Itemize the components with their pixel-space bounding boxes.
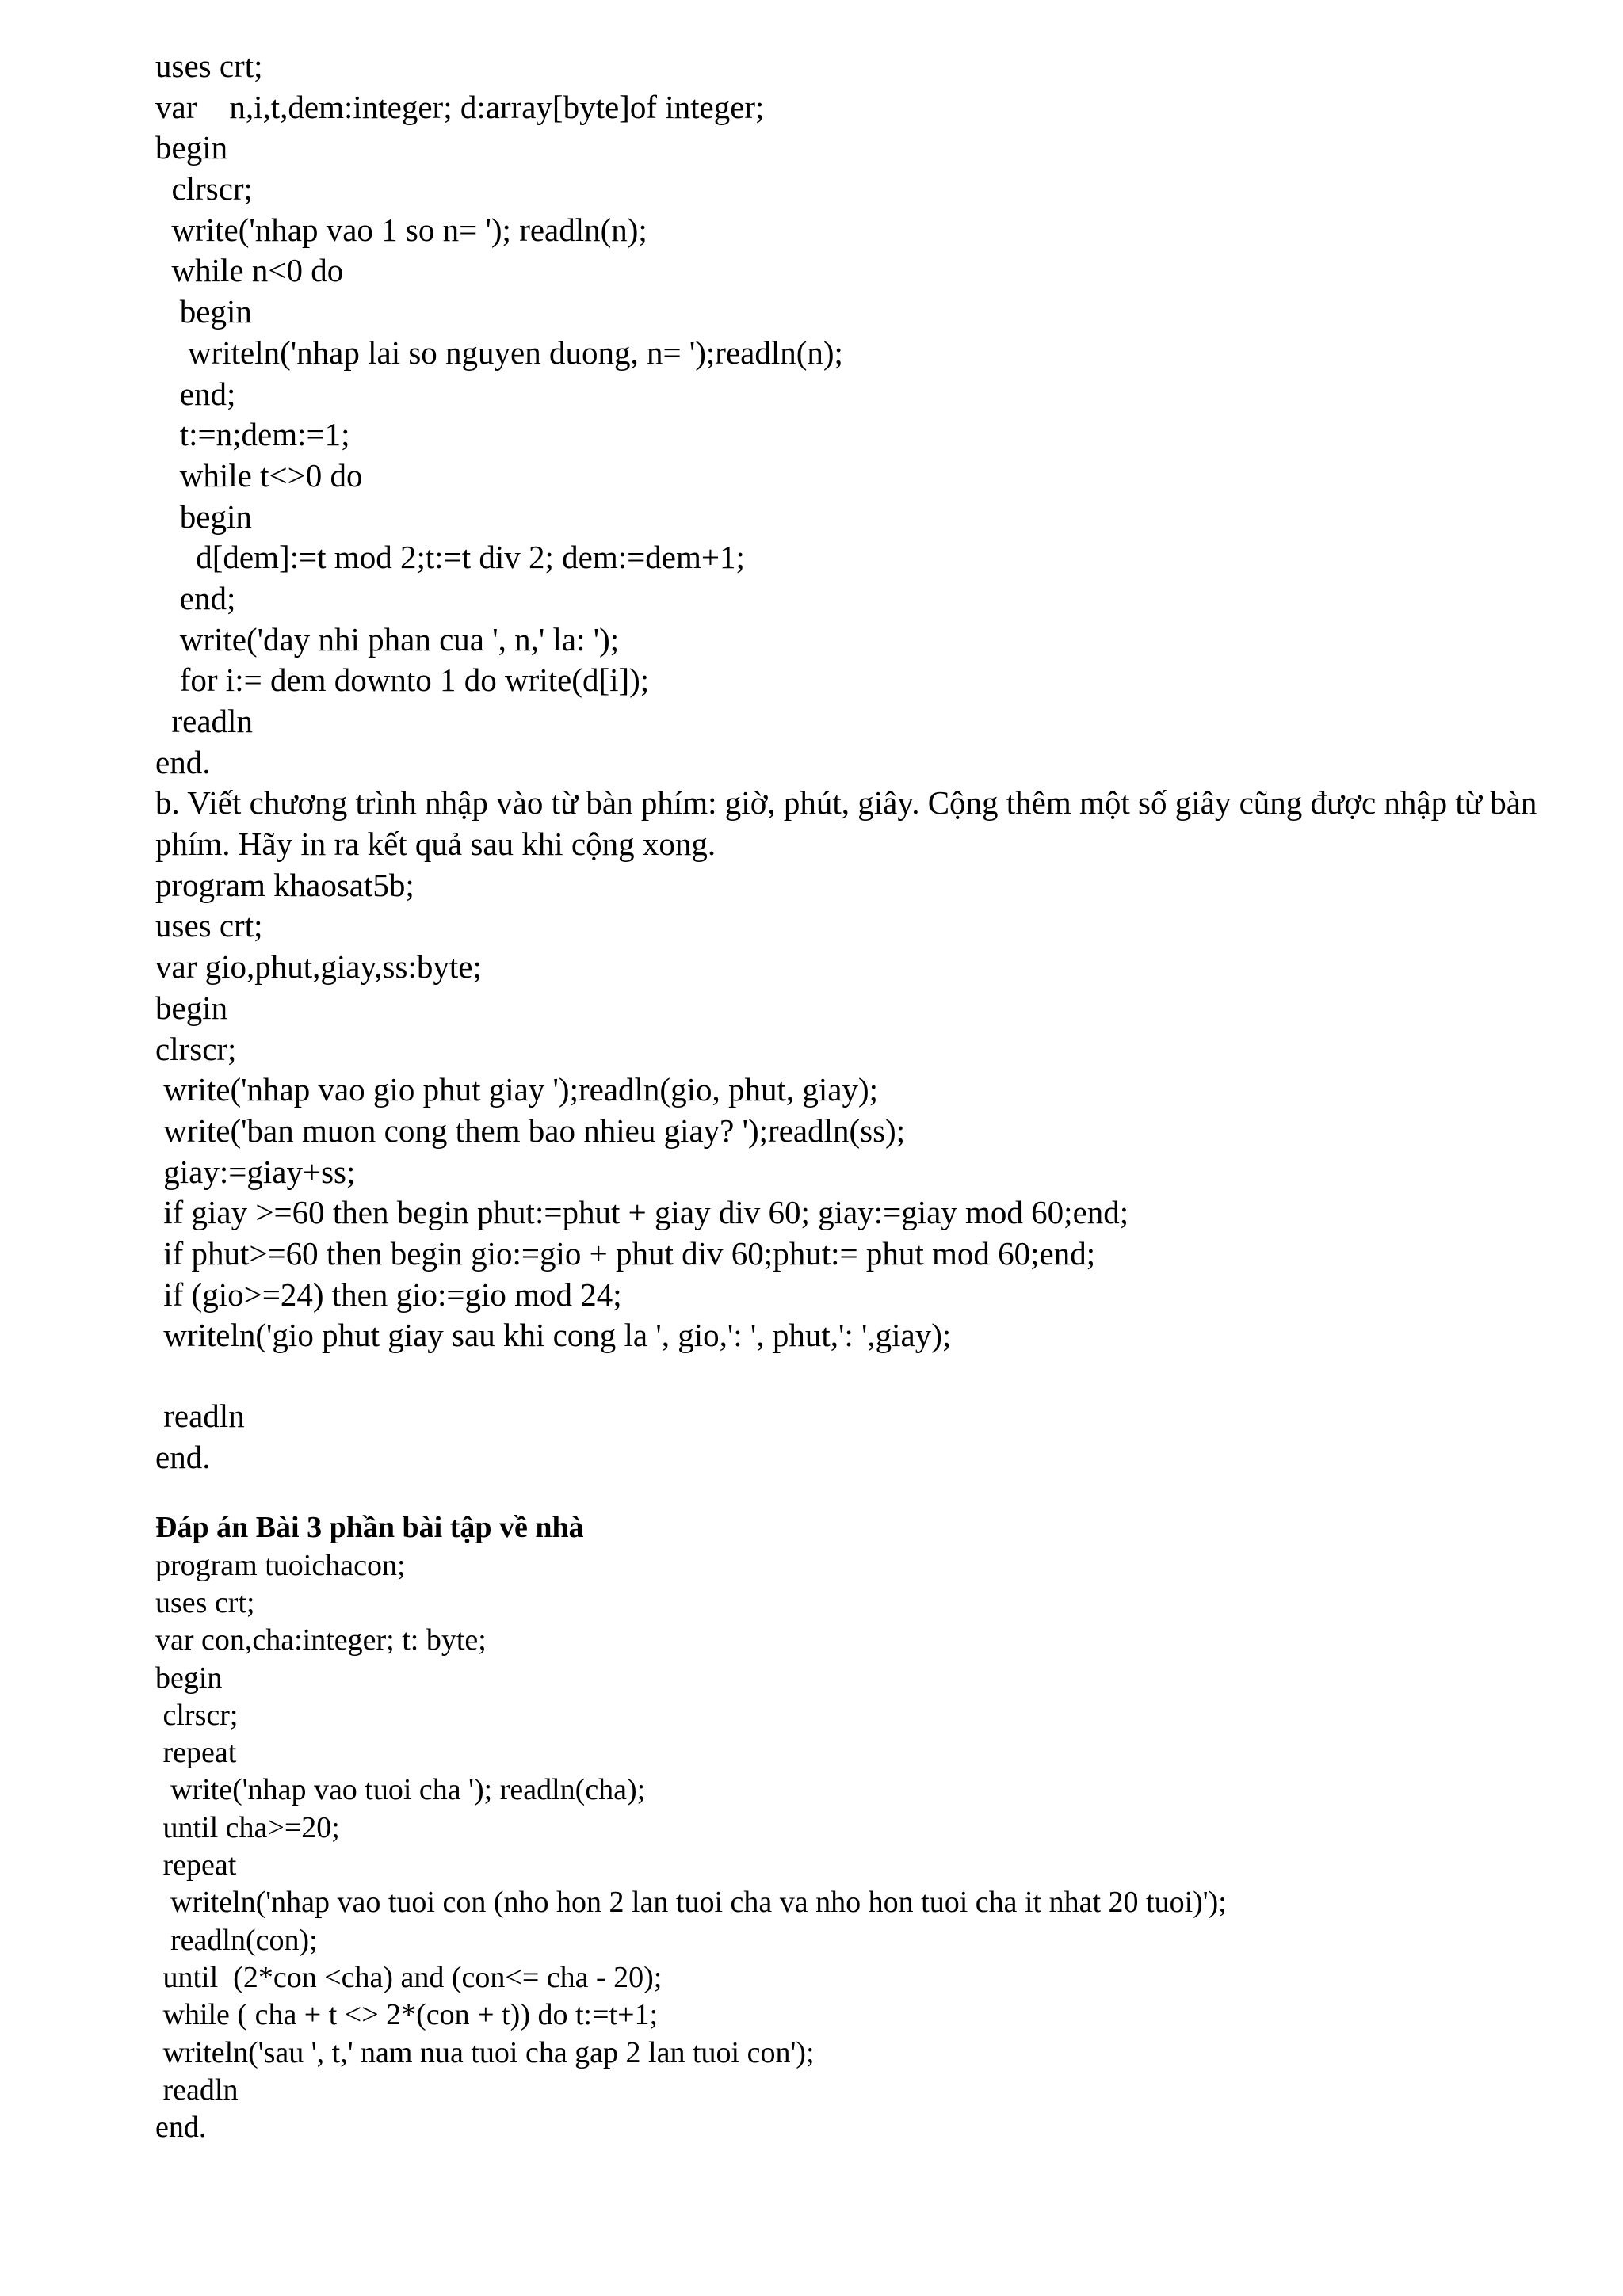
blank-line xyxy=(155,1356,1582,1396)
code-line: readln xyxy=(155,703,253,739)
code-line: readln xyxy=(155,1398,245,1435)
task-description: b. Viết chương trình nhập vào từ bàn phím: giờ, phút, giây. Cộng thêm một số giây cũng được nhập từ bàn phím. Hãy in ra kết quả sau khi cộng xong. xyxy=(155,784,1537,863)
code-line: writeln('nhap vao tuoi con (nho hon 2 lan tuoi cha va nho hon tuoi cha it nhat 20 tuoi)'); xyxy=(155,1886,1227,1920)
code-line: write('nhap vao tuoi cha '); readln(cha); xyxy=(155,1773,646,1807)
code-line: write('nhap vao 1 so n= '); readln(n); xyxy=(155,211,647,248)
code-line: program khaosat5b; xyxy=(155,866,414,903)
code-line: end; xyxy=(155,579,236,616)
code-line: if phut>=60 then begin gio:=gio + phut div 60;phut:= phut mod 60;end; xyxy=(155,1234,1096,1272)
code-line: while ( cha + t <> 2*(con + t)) do t:=t+1; xyxy=(155,1998,659,2032)
code-line: repeat xyxy=(155,1848,237,1882)
section-heading: Đáp án Bài 3 phần bài tập về nhà xyxy=(155,1511,584,1545)
code-line: write('ban muon cong them bao nhieu giay? ');readln(ss); xyxy=(155,1112,906,1149)
code-line: program tuoichacon; xyxy=(155,1548,406,1582)
code-line: while t<>0 do xyxy=(155,456,363,494)
code-line: var n,i,t,dem:integer; d:array[byte]of integer; xyxy=(155,88,765,125)
code-line: clrscr; xyxy=(155,170,253,208)
code-line: readln xyxy=(155,2073,239,2107)
code-line: clrscr; xyxy=(155,1030,237,1067)
code-line: t:=n;dem:=1; xyxy=(155,416,350,453)
code-line: begin xyxy=(155,1661,223,1695)
code-line: for i:= dem downto 1 do write(d[i]); xyxy=(155,662,650,699)
code-line: if giay >=60 then begin phut:=phut + giay div 60; giay:=giay mod 60;end; xyxy=(155,1194,1129,1231)
code-line: writeln('sau ', t,' nam nua tuoi cha gap 2 lan tuoi con'); xyxy=(155,2035,815,2069)
code-line: end. xyxy=(155,1438,211,1475)
time-addition-program xyxy=(155,783,1582,1478)
code-line: end. xyxy=(155,743,211,780)
code-line: begin xyxy=(155,129,228,166)
code-line: readln(con); xyxy=(155,1923,318,1957)
code-line: uses crt; xyxy=(155,1586,255,1619)
binary-conversion-program xyxy=(155,46,1582,783)
code-line: write('day nhi phan cua ', n,' la: '); xyxy=(155,620,620,658)
code-line: if (gio>=24) then gio:=gio mod 24; xyxy=(155,1276,622,1313)
code-line: while n<0 do xyxy=(155,252,344,289)
code-line: begin xyxy=(155,498,252,535)
father-son-age-program xyxy=(155,1509,1582,2146)
code-line: end; xyxy=(155,375,236,412)
code-line: writeln('gio phut giay sau khi cong la ', gio,': ', phut,': ',giay); xyxy=(155,1317,952,1354)
code-line: end. xyxy=(155,2111,207,2145)
code-line: until (2*con <cha) and (con<= cha - 20); xyxy=(155,1960,663,1994)
code-line: writeln('nhap lai so nguyen duong, n= ');readln(n); xyxy=(155,334,843,371)
code-line: clrscr; xyxy=(155,1698,239,1732)
code-line: write('nhap vao gio phut giay ');readln(gio, phut, giay); xyxy=(155,1071,878,1108)
code-line: uses crt; xyxy=(155,907,263,944)
code-line: uses crt; xyxy=(155,48,263,84)
code-line: var con,cha:integer; t: byte; xyxy=(155,1623,487,1657)
section-spacer xyxy=(155,1478,1582,1509)
code-line: begin xyxy=(155,293,252,330)
code-line: d[dem]:=t mod 2;t:=t div 2; dem:=dem+1; xyxy=(155,539,745,576)
code-line: repeat xyxy=(155,1736,237,1770)
code-line: var gio,phut,giay,ss:byte; xyxy=(155,948,482,986)
code-line: begin xyxy=(155,989,228,1026)
code-line: until cha>=20; xyxy=(155,1810,340,1844)
document-page xyxy=(155,46,1582,2146)
code-line: giay:=giay+ss; xyxy=(155,1153,356,1190)
